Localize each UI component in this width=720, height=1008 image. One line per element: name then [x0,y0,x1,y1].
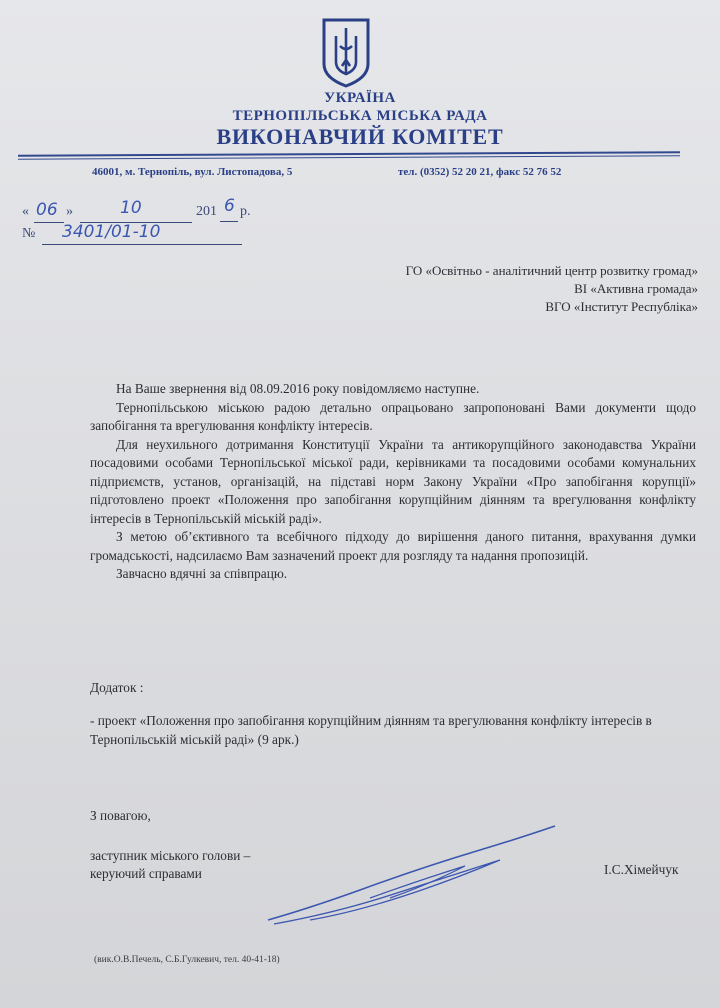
annex-title: Додаток : [90,680,144,695]
signer-position-line1: заступник міського голови – [90,848,251,863]
outgoing-date [22,204,29,220]
handwritten-signature [250,820,570,930]
date-day-underline [34,222,64,223]
signer-position-line2: керуючий справами [90,866,202,881]
date-year-digit-handwritten: 6 [224,196,235,216]
date-close-quote: » [66,204,73,219]
body-paragraph: Тернопільською міською радою детально опрацьовано запропоновані Вами документи щодо запобігання та врегулювання конфлікту інтересів. [90,399,696,433]
outgoing-number-handwritten: 3401/01-10 [62,222,161,242]
body-paragraph: З метою об’єктивного та всебічного підходу до вирішення даного питання, врахування думки громадськості, надсилаємо Вам зазначений проект для розгляду та надання пропозицій. [90,529,696,563]
executor-note: (вик.О.В.Печель, С.Б.Гулкевич, тел. 40-41-18) [94,955,280,965]
letter-body [90,380,696,584]
letterhead-country: УКРАЇНА [324,90,396,106]
date-month-handwritten: 10 [120,198,142,218]
date-day-handwritten: 06 [36,200,58,220]
annex-item: - проект «Положення про запобігання корупційним діянням та врегулювання конфлікту інтересів в Тернопільській міській раді» (9 арк.) [90,713,652,747]
body-paragraph: Завчасно вдячні за співпрацю. [116,566,288,581]
recipient-line: ВІ «Активна громада» [574,281,698,296]
ukraine-coat-of-arms-icon [320,16,372,88]
recipient-line: ГО «Освітньо - аналітичний центр розвитку громад» [405,263,698,278]
date-year-prefix: 201 [196,204,217,219]
outgoing-number-underline [42,244,242,245]
date-open-quote: « [22,204,29,219]
body-paragraph: Для неухильного дотримання Конституції України та антикорупційного законодавства України посадовими особами Тернопільської міської ради, керівниками та посадовими особами комунальних підприємств, установ, організацій, на підставі норм Закону України «Про запобігання корупції» підготовлено проект «Положення про запобігання корупційним діянням та врегулювання конфлікту інтересів в Тернопільській міській раді». [90,436,696,526]
outgoing-number-sign: № [22,226,36,241]
letterhead-committee: ВИКОНАВЧИЙ КОМІТЕТ [216,124,504,149]
recipients-block [406,262,698,316]
date-year-underline [220,221,238,222]
letterhead-council: ТЕРНОПІЛЬСЬКА МІСЬКА РАДА [232,108,488,124]
body-paragraph: На Ваше звернення від 08.09.2016 року повідомляємо наступне. [116,381,480,396]
letterhead-address: 46001, м. Тернопіль, вул. Листопадова, 5 [92,166,293,178]
recipient-line: ВГО «Інститут Республіка» [545,299,698,314]
signer-name: І.С.Хімейчук [604,862,679,877]
letterhead-contacts: тел. (0352) 52 20 21, факс 52 76 52 [398,166,562,178]
date-year-suffix: р. [240,204,251,219]
closing-regards: З повагою, [90,808,151,823]
